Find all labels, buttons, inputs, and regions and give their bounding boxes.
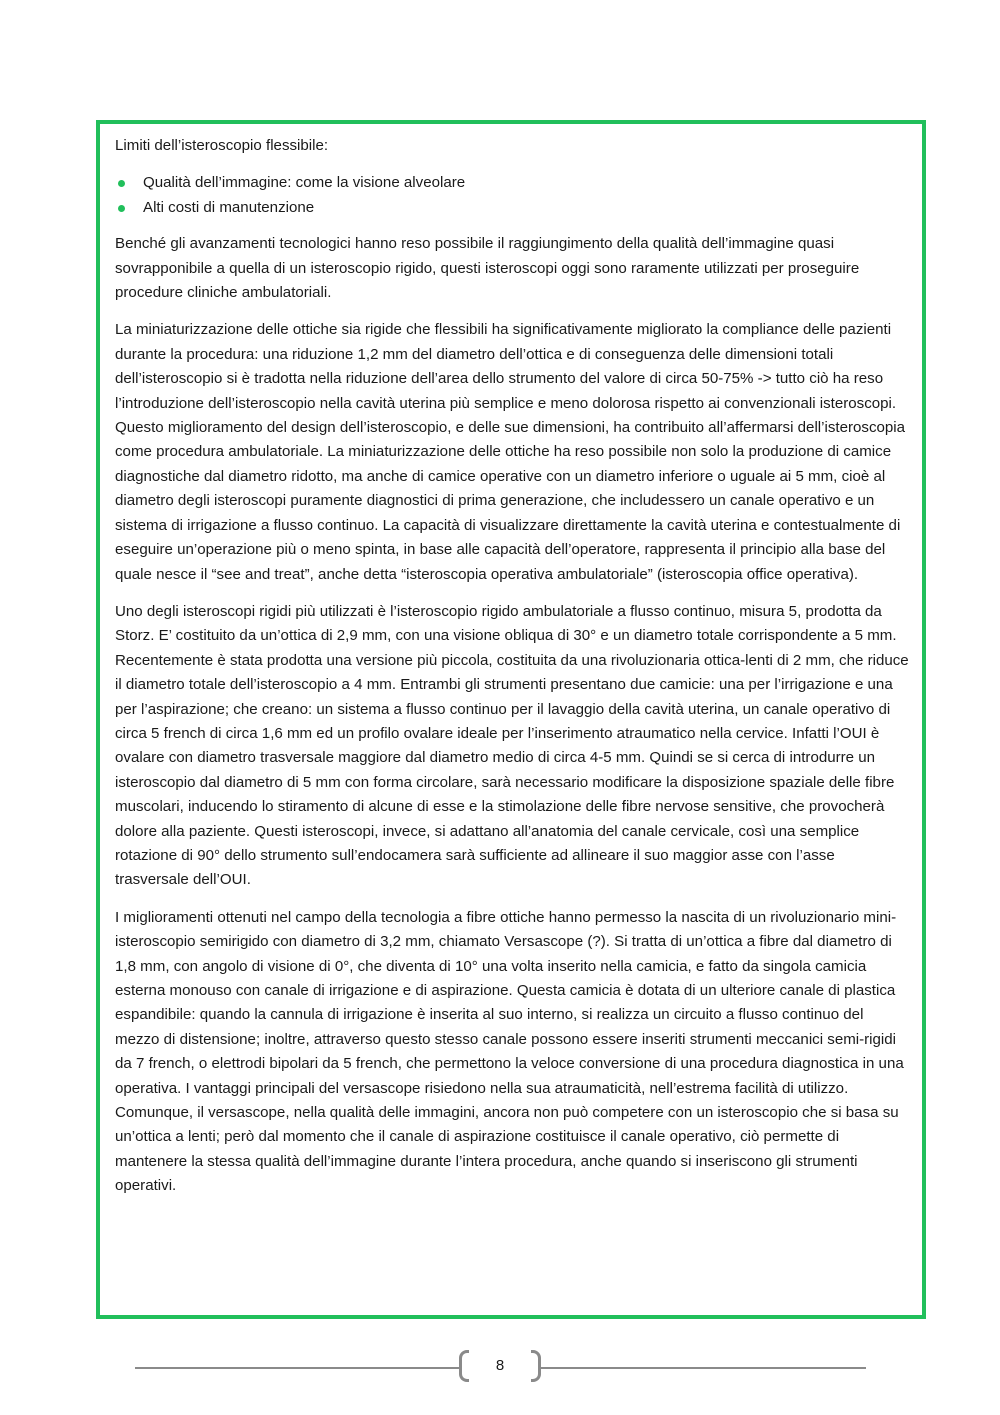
bullet-dot-icon (118, 180, 125, 187)
footer-rule-left (135, 1367, 460, 1369)
right-bracket-icon (531, 1350, 541, 1382)
paragraph: I miglioramenti ottenuti nel campo della tecnologia a fibre ottiche hanno permesso la nascita di un rivoluzionario mini-isteroscopio semirigido con diametro di 3,2 mm, chiamato Versascope (?). Si tratta di un’ottica a fibre dal diametro di 1,8 mm, con angolo di visione di 0°, che diventa di 10° una volta inserito nella camicia, e fatto da singola camicia esterna monouso con canale di irrigazione e di aspirazione. Questa camicia è dotata di un ulteriore canale di plastica espandibile: quando la cannula di irrigazione è inserita al suo interno, si realizza un circuito a flusso continuo del mezzo di distensione; inoltre, attraverso questo stesso canale possono essere inseriti strumenti meccanici semi-rigidi da 7 french, o elettrodi bipolari da 5 french, che permettono la veloce conversione di una procedura diagnostica in una operativa. I vantaggi principali del versascope risiedono nella sua atraumaticità, nell’estrema facilità di utilizzo. Comunque, il versascope, nella qualità delle immagini, ancora non può competere con un isteroscopio che si basa su un’ottica a lenti; però dal momento che il canale di aspirazione costituisce il canale operativo, ciò permette di mantenere la stessa qualità dell’immagine durante l’intera procedura, anche quando si inseriscono gli strumenti operativi. (115, 908, 904, 1195)
bullet-dot-icon (118, 205, 125, 212)
paragraph: La miniaturizzazione delle ottiche sia rigide che flessibili ha significativamente migliorato la compliance delle pazienti durante la procedura: una riduzione 1,2 mm del diametro dell’ottica e di conseguenza delle dimensioni totali dell’isteroscopio si è tradotta nella riduzione dell’area dello strumento del valore di circa 50-75% -> tutto ciò ha reso l’introduzione dell’isteroscopio nella cavità uterina più semplice e meno dolorosa rispetto ai convenzionali isteroscopi. Questo miglioramento del design dell’isteroscopio, e delle sue dimensioni, ha contribuito all’affermarsi dell’isteroscopia come procedura ambulatoriale. La miniaturizzazione delle ottiche ha reso possibile non solo la produzione di camice diagnostiche dal diametro ridotto, ma anche di camice operative con un diametro inferiore o uguale ai 5 mm, cioè al diametro degli isteroscopi puramente diagnostici di prima generazione, che includessero un canale operativo e un sistema di irrigazione a flusso continuo. La capacità di visualizzare direttamente la cavità uterina e contestualmente di eseguire un’operazione più o meno spinta, in base alle capacità dell’operatore, rappresenta il principio alla base del quale nesce il “see and treat”, anche detta “isteroscopia operativa ambulatoriale” (isteroscopia office operativa). (115, 321, 906, 583)
page-footer (0, 1348, 1000, 1388)
bullet-text: Alti costi di manutenzione (143, 198, 315, 216)
left-bracket-icon (459, 1350, 469, 1382)
bullet-text: Qualità dell’immagine: come la visione alveolare (143, 174, 466, 192)
list-item (115, 171, 911, 195)
content-box (96, 120, 926, 1319)
paragraph: Uno degli isteroscopi rigidi più utilizzati è l’isteroscopio rigido ambulatoriale a flusso continuo, misura 5, prodotta da Storz. E’ costituito da un’ottica di 2,9 mm, con una visione obliqua di 30° e un diametro totale corrispondente a 5 mm. Recentemente è stata prodotta una versione più piccola, costituita da una rivoluzionaria ottica-lenti di 2 mm, che riduce il diametro totale dell’isteroscopio a 4 mm. Entrambi gli strumenti presentano due camicie: una per l’irrigazione e una per l’aspirazione; che creano: un sistema a flusso continuo per il lavaggio della cavità uterina, un canale operativo di circa 5 french di circa 1,6 mm ed un profilo ovalare ideale per l’inserimento atraumatico nella cervice. Infatti l’OUI è ovalare con diametro trasversale maggiore dal diametro medio di circa 4-5 mm. Quindi se si cerca di introdurre un isteroscopio dal diametro di 5 mm con forma circolare, sarà necessario modificare la disposizione spaziale delle fibre muscolari, inducendo lo stiramento di alcune di esse e la stimolazione delle fibre nervose sensitive, che provocherà dolore alla paziente. Questi isteroscopi, invece, si adattano all’anatomia del canale cervicale, così una semplice rotazione di 90° dello strumento sull’endocamera sarà sufficiente ad allineare il suo maggior asse con l’asse trasversale dell’OUI. (115, 602, 909, 889)
page-number: 8 (495, 1357, 505, 1374)
paragraph: Benché gli avanzamenti tecnologici hanno reso possibile il raggiungimento della qualità dell’immagine quasi sovrapponibile a quella di un isteroscopio rigido, questi isteroscopi oggi sono raramente utilizzati per proseguire procedure cliniche ambulatoriali. (115, 235, 860, 302)
footer-rule-right (540, 1367, 866, 1369)
bullet-list (115, 171, 911, 220)
list-item (115, 196, 911, 220)
section-heading: Limiti dell’isteroscopio flessibile: (115, 137, 329, 154)
